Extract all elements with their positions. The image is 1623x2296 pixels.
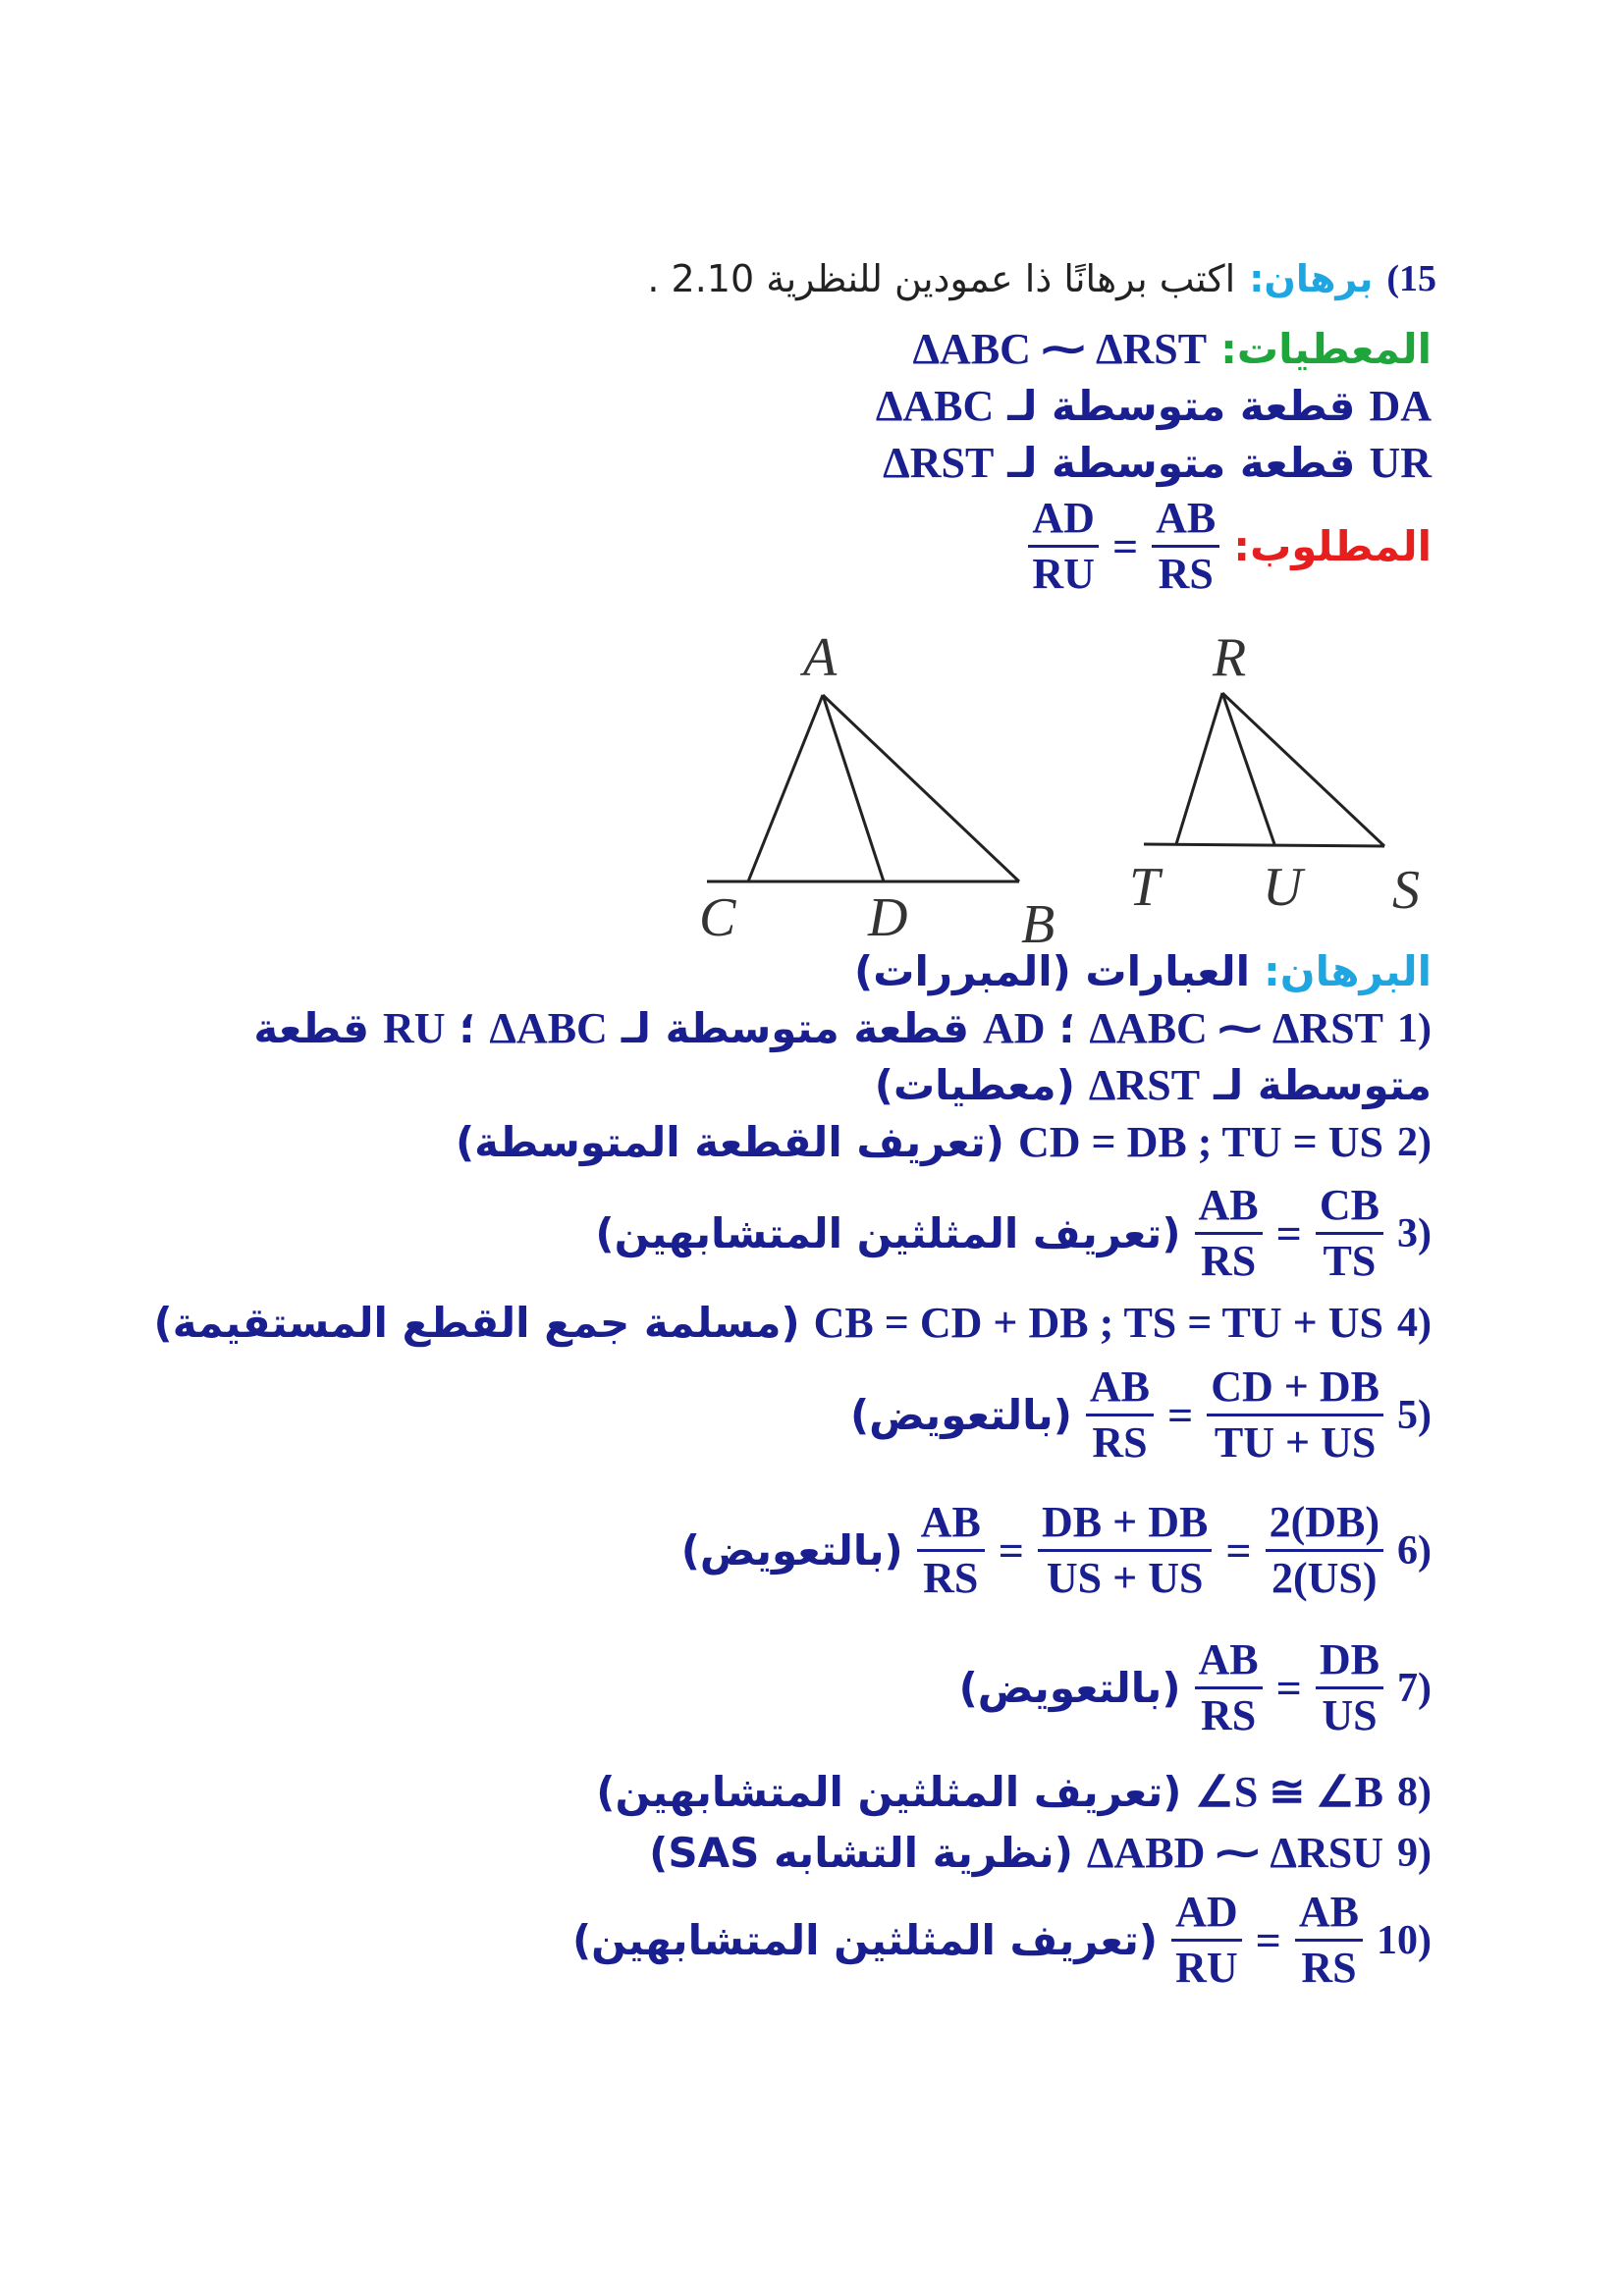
fraction-cb-ts [1316, 1183, 1383, 1284]
equals-sign: = [1255, 1915, 1281, 1966]
given-label: المعطيات: [1220, 325, 1432, 373]
fraction-numerator: DB + DB [1038, 1500, 1212, 1552]
fraction-denominator: RS [1200, 1237, 1257, 1286]
fraction-ab-rs [1195, 1183, 1263, 1284]
step-1-median-text: قطعة متوسطة لـ [621, 1004, 969, 1052]
given-triangle-abc: ΔABC [875, 382, 995, 430]
fraction-numerator: DB [1316, 1637, 1383, 1689]
step-4-reason: (مسلمة جمع القطع المستقيمة) [153, 1299, 800, 1347]
step-number: 8) [1397, 1769, 1432, 1815]
fraction-ad-ru [1171, 1890, 1242, 1991]
equals-sign: = [1275, 1663, 1302, 1714]
label-a: A [803, 638, 838, 688]
step-9-reason: (نظرية التشابه SAS) [649, 1829, 1073, 1877]
step-2-math: CD = DB ; TU = US [1017, 1118, 1383, 1166]
equals-sign: = [1275, 1208, 1302, 1259]
equals-sign: = [1167, 1390, 1194, 1441]
fraction-numerator: AD [1171, 1890, 1242, 1942]
proof-step-1-line-b [875, 1060, 1432, 1110]
proof-label: البرهان: [1264, 947, 1432, 995]
required-fraction-ab-rs [1152, 496, 1219, 597]
proof-step-1-line-a [253, 1003, 1432, 1053]
proof-step-6 [681, 1500, 1432, 1601]
required-line [1028, 496, 1432, 597]
label-t: T [1129, 857, 1161, 918]
proof-step-4 [154, 1298, 1432, 1348]
fraction-numerator: CB [1316, 1183, 1383, 1235]
fraction-denominator: RU [1175, 1944, 1238, 1993]
fraction-sum [1207, 1364, 1383, 1466]
equals-sign: = [1111, 521, 1139, 572]
triangle-rst [1144, 693, 1384, 846]
problem-number: 15) [1386, 258, 1436, 299]
step-1-abc: ΔABC [489, 1004, 608, 1052]
problem-text: اكتب برهانًا ذا عمودين للنظرية 2.10 . [647, 257, 1236, 300]
step-8-reason: (تعريف المثلثين المتشابهين) [596, 1768, 1182, 1816]
step-number: 7) [1397, 1665, 1432, 1711]
given-line-1 [912, 324, 1432, 374]
label-s: S [1392, 860, 1420, 921]
triangle-abc [707, 695, 1019, 881]
fraction-numerator: AB [1295, 1890, 1363, 1942]
fraction-2db-2us [1266, 1500, 1383, 1601]
fraction-numerator: AB [1195, 1637, 1263, 1689]
step-2-reason: (تعريف القطعة المتوسطة) [455, 1118, 1004, 1166]
given-similarity: ΔABC ⁓ ΔRST [912, 325, 1208, 373]
label-u: U [1263, 857, 1303, 918]
step-number: 2) [1397, 1119, 1432, 1165]
fraction-denominator: RS [1200, 1691, 1257, 1740]
step-1-rst: ΔRST [1088, 1061, 1201, 1109]
step-1-ru: RU [382, 1004, 446, 1052]
required-fraction-ad-ru [1028, 496, 1099, 597]
fraction-denominator: US [1322, 1691, 1378, 1740]
given-median-text-1: قطعة متوسطة لـ [1007, 382, 1356, 430]
fraction-ab-rs [1295, 1890, 1363, 1991]
triangles-figure [0, 638, 1623, 952]
proof-columns-header: العبارات (المبررات) [854, 947, 1251, 995]
label-d: D [868, 887, 908, 948]
problem-label: برهان: [1249, 257, 1374, 300]
step-5-reason: (بالتعويض) [849, 1391, 1072, 1440]
fraction-ab-rs [917, 1500, 985, 1601]
fraction-denominator: RS [923, 1554, 979, 1603]
step-number: 10) [1377, 1917, 1432, 1963]
fraction-numerator: AD [1028, 496, 1099, 548]
step-3-reason: (تعريف المثلثين المتشابهين) [595, 1209, 1181, 1258]
fraction-db-us [1316, 1637, 1383, 1738]
problem-statement [647, 257, 1436, 300]
separator: ؛ [1058, 1004, 1076, 1052]
fraction-denominator: US + US [1046, 1554, 1204, 1603]
step-9-math: ΔABD ⁓ ΔRSU [1086, 1829, 1383, 1877]
step-number: 6) [1397, 1527, 1432, 1574]
fraction-denominator: RS [1092, 1418, 1148, 1468]
proof-step-5 [850, 1364, 1432, 1466]
fraction-numerator: AB [1086, 1364, 1154, 1416]
given-line-3 [883, 438, 1432, 488]
proof-step-3 [595, 1183, 1432, 1284]
fraction-ab-rs [1195, 1637, 1263, 1738]
fraction-numerator: AB [1195, 1183, 1263, 1235]
proof-step-10 [572, 1890, 1432, 1991]
fraction-numerator: CD + DB [1207, 1364, 1383, 1416]
step-number: 3) [1397, 1210, 1432, 1256]
given-median-da: DA [1369, 382, 1432, 430]
step-1-similarity: ΔABC ⁓ ΔRST [1089, 1004, 1383, 1052]
step-number: 5) [1397, 1392, 1432, 1438]
step-1-ad: AD [982, 1004, 1046, 1052]
given-line-2 [876, 381, 1432, 431]
given-median-ur: UR [1369, 439, 1432, 487]
fraction-dbdb-usus [1038, 1500, 1212, 1601]
fraction-denominator: RS [1158, 550, 1214, 599]
fraction-denominator: 2(US) [1271, 1554, 1378, 1603]
step-1-reason: (معطيات) [874, 1061, 1075, 1109]
given-triangle-rst: ΔRST [883, 439, 995, 487]
required-label: المطلوب: [1233, 522, 1432, 571]
proof-step-7 [959, 1637, 1432, 1738]
proof-header [854, 947, 1432, 995]
step-7-reason: (بالتعويض) [958, 1664, 1181, 1713]
equals-sign: = [1225, 1525, 1252, 1576]
proof-step-9 [649, 1828, 1432, 1878]
step-6-reason: (بالتعويض) [680, 1526, 903, 1575]
label-r: R [1213, 638, 1247, 688]
step-1-segment-text: قطعة [253, 1004, 369, 1052]
step-number: 1) [1397, 1005, 1432, 1051]
step-8-math: ∠S ≅ ∠B [1195, 1768, 1383, 1816]
label-b: B [1021, 894, 1055, 952]
step-4-math: CB = CD + DB ; TS = TU + US [813, 1299, 1383, 1347]
step-10-reason: (تعريف المثلثين المتشابهين) [571, 1916, 1159, 1965]
fraction-denominator: TS [1323, 1237, 1377, 1286]
fraction-numerator: AB [1152, 496, 1219, 548]
equals-sign: = [998, 1525, 1025, 1576]
step-number: 4) [1397, 1300, 1432, 1346]
given-median-text-2: قطعة متوسطة لـ [1007, 439, 1356, 487]
separator: ؛ [459, 1004, 476, 1052]
fraction-numerator: 2(DB) [1266, 1500, 1383, 1552]
step-1-median-text-2: متوسطة لـ [1214, 1061, 1432, 1109]
fraction-denominator: RU [1032, 550, 1095, 599]
step-number: 9) [1397, 1830, 1432, 1876]
proof-step-2 [456, 1117, 1432, 1167]
fraction-numerator: AB [917, 1500, 985, 1552]
fraction-ab-rs [1086, 1364, 1154, 1466]
fraction-denominator: TU + US [1214, 1418, 1377, 1468]
proof-step-8 [596, 1767, 1432, 1817]
fraction-denominator: RS [1301, 1944, 1357, 1993]
label-c: C [699, 887, 736, 948]
